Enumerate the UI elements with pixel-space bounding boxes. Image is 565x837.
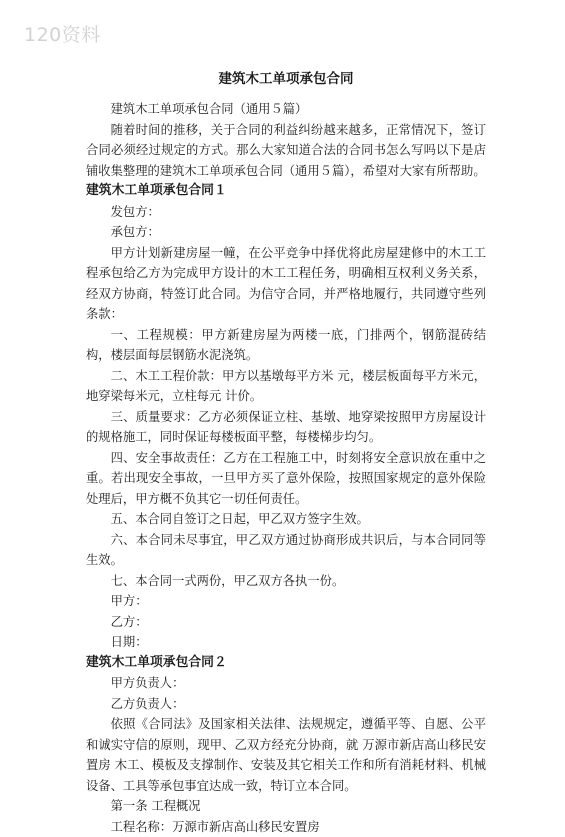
contract1-clause-2: 二、木工工程价款：甲方以基墩每平方米 元，楼层板面每平方米元，地穿梁每米元，立柱每元 计价。 bbox=[86, 366, 486, 407]
contract1-date: 日期： bbox=[86, 632, 486, 653]
contract1-clause-6: 六、本合同未尽事宜，甲乙双方通过协商形成共识后，与本合同同等生效。 bbox=[86, 530, 486, 571]
intro-paragraph: 随着时间的推移，关于合同的利益纠纷越来越多，正常情况下，签订合同必须经过规定的方式。那么大家知道合法的合同书怎么写吗以下是店铺收集整理的建筑木工单项承包合同（通用５篇），希望对大家有所帮助。 bbox=[86, 120, 486, 182]
contract1-sign-a: 甲方： bbox=[86, 591, 486, 612]
contract2-party-a: 甲方负责人： bbox=[86, 673, 486, 694]
contract1-party-b: 承包方： bbox=[86, 222, 486, 243]
contract1-preamble: 甲方计划新建房屋一幢，在公平竞争中择优将此房屋建修中的木工工程承包给乙方为完成甲方设计的木工工程任务，明确相互权利义务关系，经双方协商，特签订此合同。为信守合同，并严格地履行，共同遵守些列条款： bbox=[86, 243, 486, 325]
contract2-heading: 建筑木工单项承包合同２ bbox=[86, 653, 486, 674]
contract1-clause-7: 七、本合同一式两份，甲乙双方各执一份。 bbox=[86, 571, 486, 592]
contract1-clause-5: 五、本合同自签订之日起，甲乙双方签字生效。 bbox=[86, 509, 486, 530]
document-body bbox=[86, 99, 486, 837]
contract1-clause-3: 三、质量要求：乙方必须保证立柱、基墩、地穿梁按照甲方房屋设计的规格施工，同时保证每楼板面平整，每楼梯步均匀。 bbox=[86, 407, 486, 448]
contract1-clause-4: 四、安全事故责任：乙方在工程施工中，时刻将安全意识放在重中之重。若出现安全事故，一旦甲方买了意外保险，按照国家规定的意外保险处理后，甲方概不负其它一切任何责任。 bbox=[86, 448, 486, 510]
contract2-article-1: 第一条 工程概况 bbox=[86, 796, 486, 817]
contract1-party-a: 发包方： bbox=[86, 202, 486, 223]
document-title: 建筑木工单项承包合同 bbox=[86, 69, 486, 89]
contract1-sign-b: 乙方： bbox=[86, 612, 486, 633]
intro-subtitle: 建筑木工单项承包合同（通用５篇） bbox=[86, 99, 486, 120]
contract1-clause-1: 一、工程规模：甲方新建房屋为两楼一底，门排两个，钢筋混砖结构，楼层面每层钢筋水泥浇筑。 bbox=[86, 325, 486, 366]
contract2-preamble: 依照《合同法》及国家相关法律、法规规定，遵循平等、自愿、公平和诚实守信的原则，现甲、乙双方经充分协商，就 万源市新店高山移民安置房 木工、模板及支撑制作、安装及其它相关工作和所有消耗材料、机械设备、工具等承包事宜达成一致，特订立本合同。 bbox=[86, 714, 486, 796]
watermark: 120资料 bbox=[24, 20, 101, 47]
contract2-party-b: 乙方负责人： bbox=[86, 694, 486, 715]
contract1-heading: 建筑木工单项承包合同１ bbox=[86, 181, 486, 202]
contract2-project-name: 工程名称：万源市新店高山移民安置房 bbox=[86, 817, 486, 837]
